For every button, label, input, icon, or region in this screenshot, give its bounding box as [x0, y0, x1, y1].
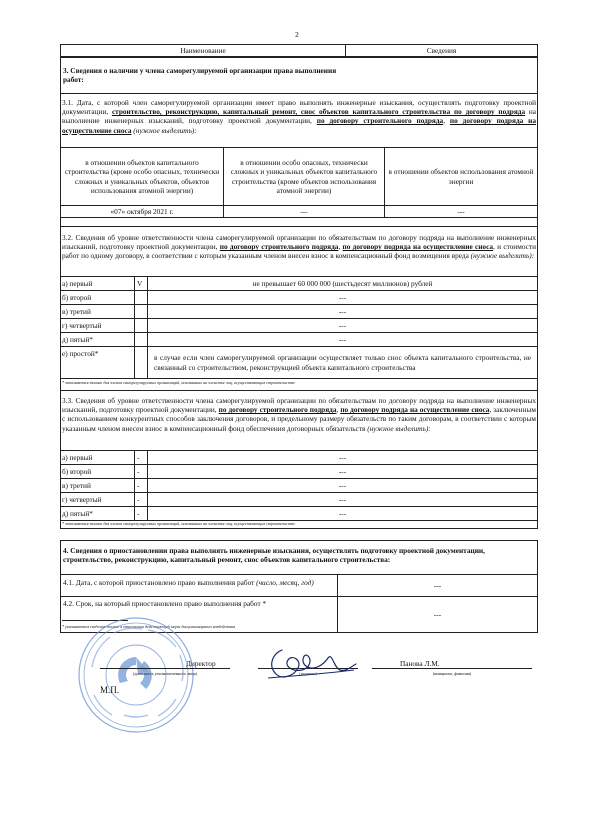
table-row — [60, 305, 538, 319]
position-caption: (должность уполномоченного лица) — [132, 671, 198, 676]
table-row — [60, 291, 538, 305]
section33-footnote: * заполняются только для членов саморегулируемых организаций, основанных на членстве лиц, осуществляющих строительство — [62, 521, 295, 526]
signature-caption: (подпись) — [299, 671, 317, 676]
level-value: --- — [148, 465, 538, 479]
level-value: --- — [148, 333, 538, 347]
section33-table — [60, 450, 538, 521]
signer-name: Панова Л.М. — [400, 659, 440, 668]
table-row — [60, 493, 538, 507]
name-caption: (инициалы, фамилия) — [432, 671, 472, 676]
s31-value-dangerous: --- — [224, 206, 385, 218]
level-mark: - — [135, 479, 148, 493]
level-value: --- — [148, 291, 538, 305]
level-value: --- — [148, 507, 538, 521]
position-value: Директор — [186, 659, 216, 668]
table-row — [60, 319, 538, 333]
name-line — [372, 668, 532, 669]
stamp-place-label: М.П. — [100, 685, 120, 695]
page-number: 2 — [295, 30, 299, 39]
section32-text: 3.2. Сведения об уровне ответственности члена саморегулируемой организации по обязательствам по договору подряда на выполнение инженерных изысканий, подготовку проектной документации, по договору строительного подряда, по договору подряда на осуществление сноса, и стоимости работ по одному договору, в соответствии с которым указанным членом внесен взнос в компенсационный фонд возмещения вреда (нужное выделить): — [62, 233, 536, 261]
level-label: б) второй — [60, 291, 135, 305]
level-label: е) простой* — [60, 347, 135, 379]
table-row — [60, 479, 538, 493]
level-value: --- — [148, 479, 538, 493]
table-row — [60, 347, 538, 379]
level-value: --- — [148, 305, 538, 319]
level-mark — [135, 333, 148, 347]
suspension-term-label: 4.2. Срок, на который приостановлено право выполнения работ * — [61, 597, 338, 633]
level-mark — [135, 305, 148, 319]
section4-footnote: * указываются сведения только в отношении действующей меры дисциплинарного воздействия — [62, 624, 236, 629]
level-label: в) третий — [60, 479, 135, 493]
level-value: --- — [148, 319, 538, 333]
s31-header-dangerous: в отношении особо опасных, технически сложных и уникальных объектов капитального строительства (кроме объектов использования атомной энергии) — [224, 148, 385, 206]
level-label: а) первый — [60, 451, 135, 465]
section4-title: 4. Сведения о приостановлении права выполнять инженерные изыскания, осуществлять подготовку проектной документации, строительство, реконструкцию, капитальный ремонт, снос объектов капитального строительства: — [61, 541, 538, 575]
s31-header-atomic: в отношении объектов использования атомной энергии — [385, 148, 538, 206]
level-label: д) пятый* — [60, 333, 135, 347]
s31-value-atomic: --- — [385, 206, 538, 218]
level-label: а) первый — [60, 277, 135, 291]
section31-table — [60, 147, 538, 218]
level-value: в случае если член саморегулируемой организации осуществляет только снос объекта капитального строительства, не связанный со строительством, реконструкцией объекта капитального строительства — [148, 347, 538, 379]
s31-value-regular: «07» октября 2021 г. — [61, 206, 224, 218]
level-label: г) четвертый — [60, 493, 135, 507]
level-mark — [135, 319, 148, 333]
table-row — [60, 451, 538, 465]
section32-footnote: * заполняются только для членов саморегулируемых организаций, основанных на членстве лиц, осуществляющих строительство — [62, 380, 295, 385]
section32-table — [60, 276, 538, 379]
level-mark — [135, 291, 148, 305]
section31-text: 3.1. Дата, с которой член саморегулируемой организации имеет право выполнять инженерные изыскания, осуществлять подготовку проектной документации, строительство, реконструкцию, капитальный ремонт, снос объектов капитального строительства по договору подряда на выполнение инженерных изысканий, подготовку проектной документации, по договору строительного подряда, по договору подряда на осуществление сноса (нужное выделить): — [62, 98, 537, 135]
table-row — [60, 333, 538, 347]
section3-title-box — [60, 57, 538, 94]
level-value: --- — [148, 493, 538, 507]
level-label: д) пятый* — [60, 507, 135, 521]
level-mark: - — [135, 507, 148, 521]
level-mark — [135, 347, 148, 379]
suspension-date-value: --- — [338, 575, 538, 597]
level-label: г) четвертый — [60, 319, 135, 333]
level-mark: - — [135, 493, 148, 507]
table-row — [60, 507, 538, 521]
level-value: не превышает 60 000 000 (шестьдесят миллионов) рублей — [148, 277, 538, 291]
level-value: --- — [148, 451, 538, 465]
header-col-info: Сведения — [346, 45, 538, 57]
section3-title: 3. Сведения о наличии у члена саморегулируемой организации права выполнения работ: — [63, 66, 337, 85]
handwritten-signature — [262, 640, 358, 684]
level-label: в) третий — [60, 305, 135, 319]
header-col-name: Наименование — [61, 45, 346, 57]
level-mark: - — [135, 465, 148, 479]
table-row — [60, 465, 538, 479]
level-label: б) второй — [60, 465, 135, 479]
table-row — [60, 277, 538, 291]
section33-text: 3.3. Сведения об уровне ответственности члена саморегулируемой организации по обязательствам по договору подряда на выполнение инженерных изысканий, подготовку проектной документации, по договору строительного подряда, по договору подряда на осуществление сноса, заключенным с использованием конкурентных способов заключения договоров, и предельному размеру обязательств по таким договорам, в соответствии с которым указанным членом внесен взнос в компенсационный фонд обеспечения договорных обязательств (нужное выделить): — [62, 396, 536, 433]
level-mark: - — [135, 451, 148, 465]
level-mark: V — [135, 277, 148, 291]
suspension-date-label: 4.1. Дата, с которой приостановлено право выполнения работ (число, месяц, год) — [61, 575, 338, 597]
suspension-term-value: --- — [338, 597, 538, 633]
header-table — [60, 44, 538, 57]
s31-header-regular: в отношении объектов капитального строительства (кроме особо опасных, технически сложных и уникальных объектов, объектов использования атомной энергии) — [61, 148, 224, 206]
